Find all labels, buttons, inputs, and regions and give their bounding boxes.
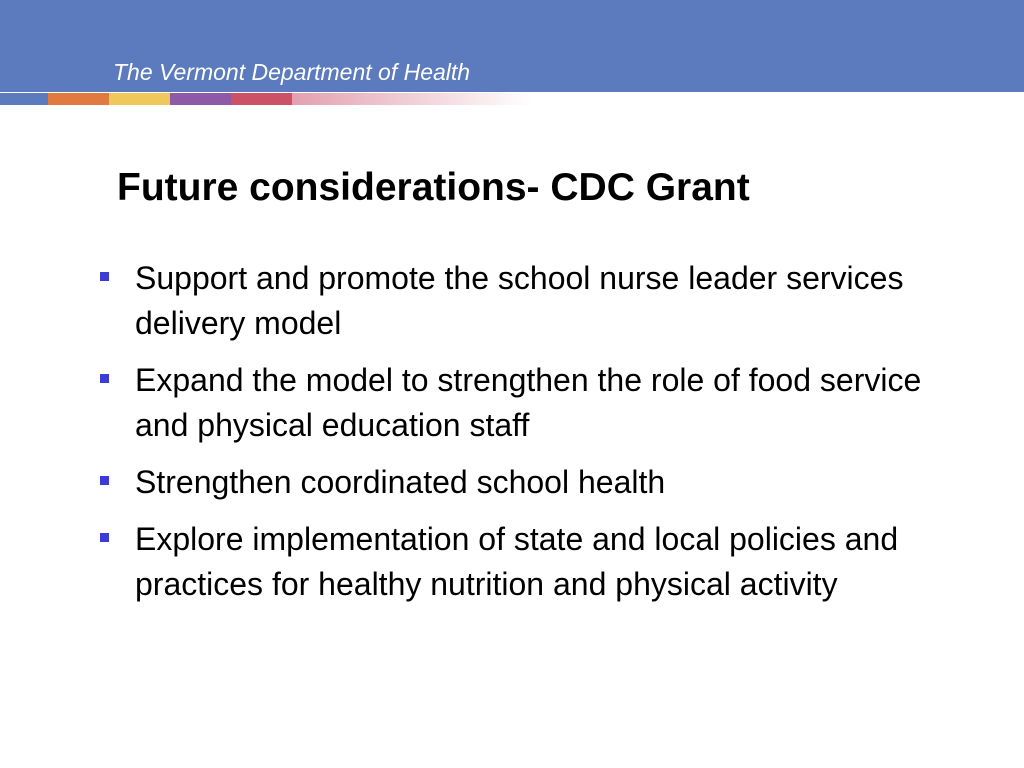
stripe-segment (170, 93, 231, 105)
slide-title: Future considerations- CDC Grant (117, 166, 750, 209)
stripe-segment (48, 93, 109, 105)
stripe-segment (0, 93, 48, 105)
bullet-text: Expand the model to strengthen the role of food service and physical education staff (135, 362, 922, 443)
square-bullet-icon (100, 374, 109, 383)
bullet-item (98, 256, 978, 346)
bullet-text: Strengthen coordinated school health (135, 464, 666, 500)
bullet-text: Explore implementation of state and local policies and practices for healthy nutrition and physical activity (135, 521, 899, 602)
bullet-text: Support and promote the school nurse leader services delivery model (135, 260, 904, 341)
bullet-item (98, 358, 978, 448)
bullet-item (98, 517, 978, 607)
header-band (0, 0, 1024, 92)
square-bullet-icon (100, 533, 109, 542)
stripe-segment (231, 93, 292, 105)
stripe-fade (292, 93, 532, 105)
square-bullet-icon (100, 272, 109, 281)
square-bullet-icon (100, 476, 109, 485)
org-name: The Vermont Department of Health (113, 59, 471, 85)
bullet-list (98, 256, 978, 619)
color-stripe (0, 93, 1024, 105)
bullet-item (98, 460, 978, 505)
stripe-segment (109, 93, 170, 105)
